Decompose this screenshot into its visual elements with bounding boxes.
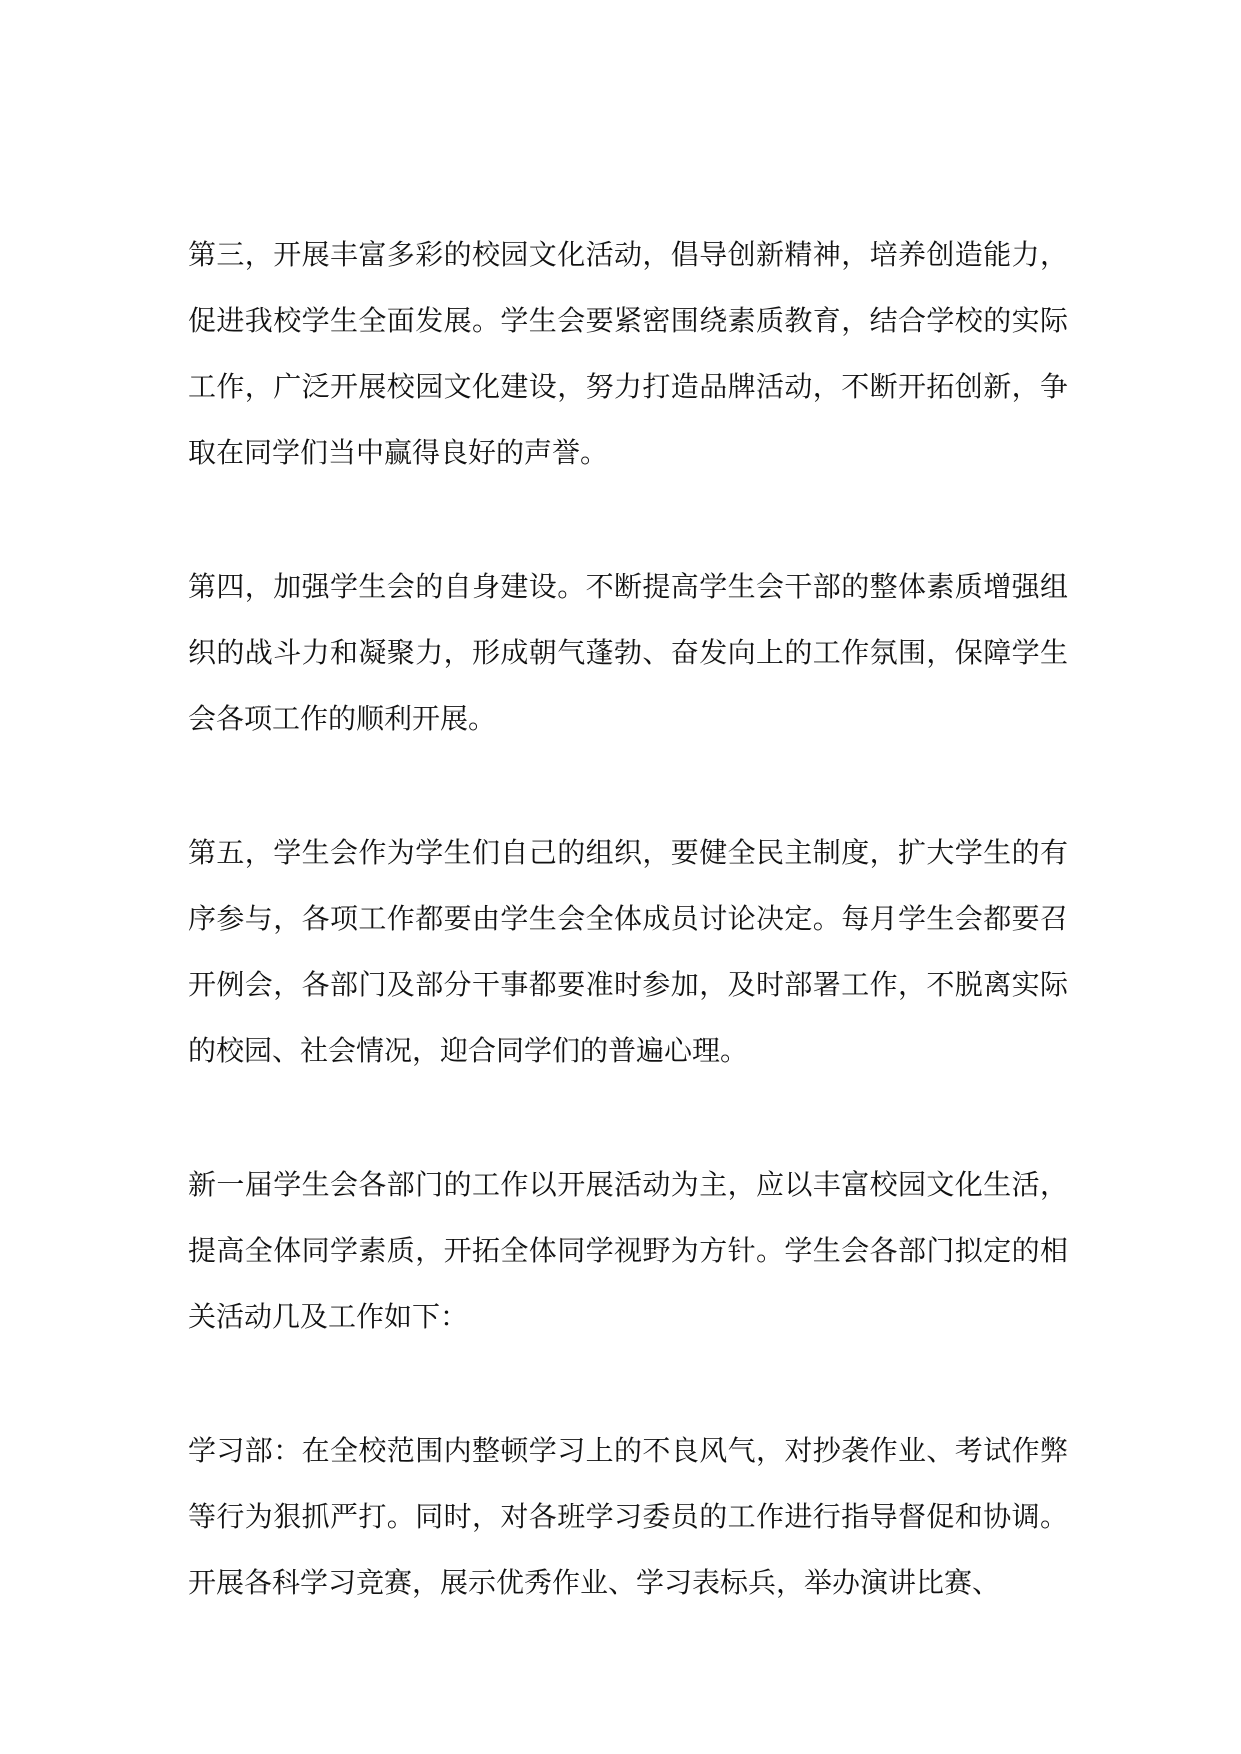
document-body (188, 222, 1068, 1684)
paragraph-fifth: 第五，学生会作为学生们自己的组织，要健全民主制度，扩大学生的有序参与，各项工作都要由学生会全体成员讨论决定。每月学生会都要召开例会，各部门及部分干事都要准时参加，及时部署工作，不脱离实际的校园、社会情况，迎合同学们的普遍心理。 (188, 836, 1068, 1067)
paragraph-departments-intro: 新一届学生会各部门的工作以开展活动为主，应以丰富校园文化生活，提高全体同学素质，开拓全体同学视野为方针。学生会各部门拟定的相关活动几及工作如下： (188, 1168, 1068, 1333)
paragraph-study-department: 学习部：在全校范围内整顿学习上的不良风气，对抄袭作业、考试作弊等行为狠抓严打。同时，对各班学习委员的工作进行指导督促和协调。开展各科学习竞赛，展示优秀作业、学习表标兵，举办演讲比赛、 (188, 1434, 1068, 1599)
paragraph-fourth: 第四，加强学生会的自身建设。不断提高学生会干部的整体素质增强组织的战斗力和凝聚力，形成朝气蓬勃、奋发向上的工作氛围，保障学生会各项工作的顺利开展。 (188, 570, 1068, 735)
paragraph-third: 第三，开展丰富多彩的校园文化活动，倡导创新精神，培养创造能力，促进我校学生全面发展。学生会要紧密围绕素质教育，结合学校的实际工作，广泛开展校园文化建设，努力打造品牌活动，不断开拓创新，争取在同学们当中赢得良好的声誉。 (188, 238, 1068, 469)
